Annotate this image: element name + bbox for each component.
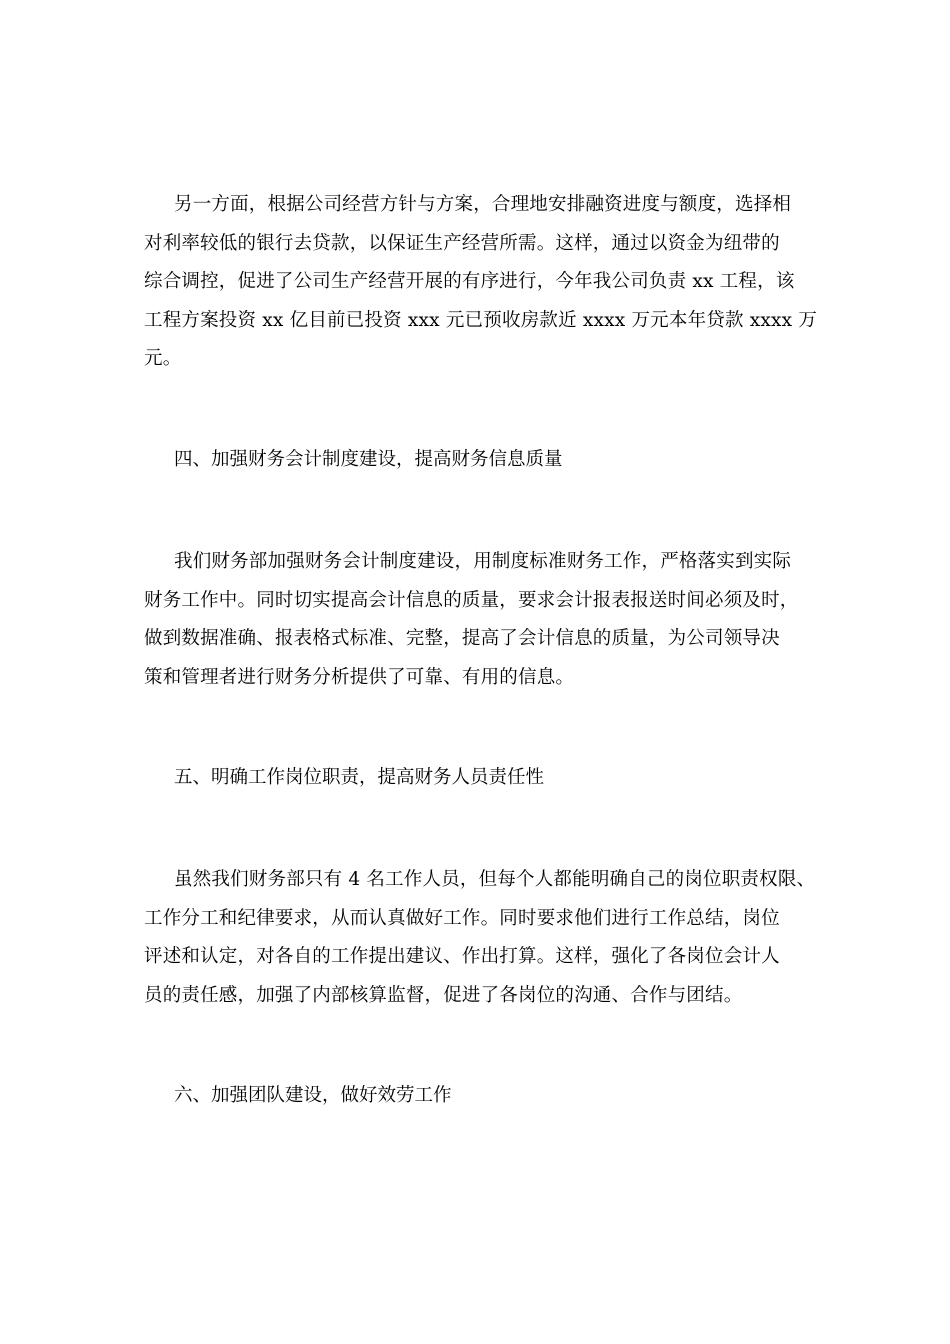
paragraph-line: 员的责任感，加强了内部核算监督，促进了各岗位的沟通、合作与团结。 (144, 984, 743, 1006)
paragraph-accounting-system (144, 543, 812, 697)
paragraph-line: 策和管理者进行财务分析提供了可靠、有用的信息。 (144, 666, 575, 688)
paragraph-line: 另一方面，根据公司经营方针与方案，合理地安排融资进度与额度，选择相 (174, 194, 792, 215)
paragraph-line: 做到数据准确、报表格式标准、完整，提高了会计信息的质量，为公司领导决 (144, 628, 780, 649)
paragraph-line: 评述和认定，对各自的工作提出建议、作出打算。这样，强化了各岗位会计人 (144, 946, 780, 967)
paragraph-line: 工作分工和纪律要求，从而认真做好工作。同时要求他们进行工作总结，岗位 (144, 907, 780, 929)
paragraph-financing (144, 186, 818, 379)
section-heading-4: 四、加强财务会计制度建设，提高财务信息质量 (174, 449, 563, 470)
paragraph-line: 综合调控，促进了公司生产经营开展的有序进行，今年我公司负责 xx 工程，该 (144, 271, 795, 292)
paragraph-line: 工程方案投资 xx 亿目前已投资 xxx 元已预收房款近 xxxx 万元本年贷款 xxxx 万 (144, 309, 818, 331)
paragraph-job-duties (144, 861, 816, 1015)
paragraph-line: 财务工作中。同时切实提高会计信息的质量，要求会计报表报送时间必须及时， (144, 589, 799, 611)
section-heading-5: 五、明确工作岗位职责，提高财务人员责任性 (174, 767, 545, 788)
paragraph-line: 我们财务部加强财务会计制度建设，用制度标准财务工作，严格落实到实际 (174, 551, 792, 572)
paragraph-line: 虽然我们财务部只有 4 名工作人员，但每个人都能明确自己的岗位职责权限、 (174, 869, 816, 890)
paragraph-line: 元。 (144, 348, 182, 369)
section-heading-6: 六、加强团队建设，做好效劳工作 (174, 1085, 452, 1106)
paragraph-line: 对利率较低的银行去贷款，以保证生产经营所需。这样，通过以资金为纽带的 (144, 232, 780, 254)
